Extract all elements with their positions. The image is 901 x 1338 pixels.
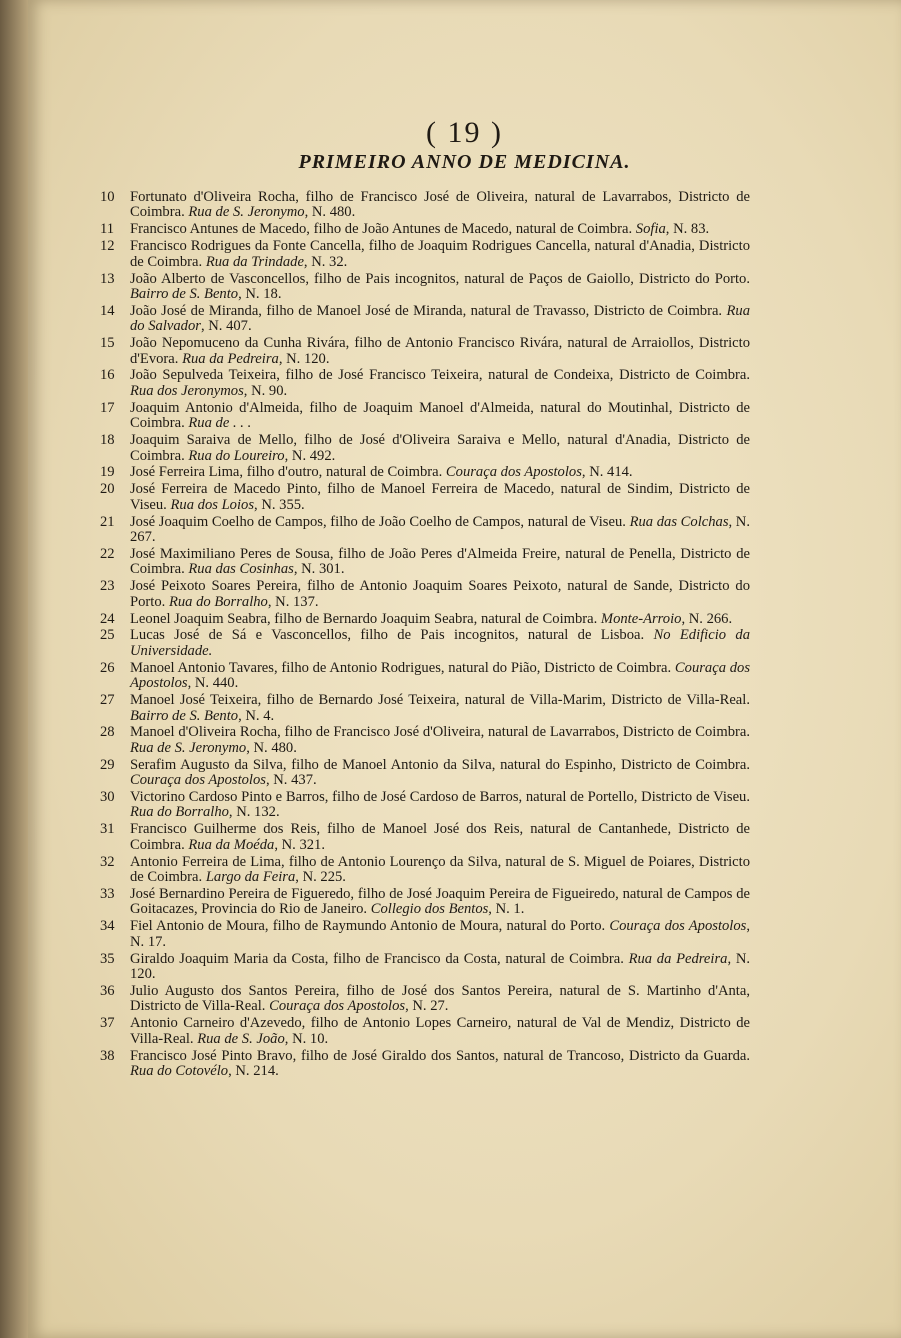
entry-text: Antonio Carneiro d'Azevedo, filho de Antonio Lopes Carneiro, natural de Val de Mendiz, Districto de Villa-Real. [130,1015,750,1047]
entry-text: José Ferreira de Macedo Pinto, filho de Manoel Ferreira de Macedo, natural de Sindim, Districto de Viseu. [130,481,750,513]
entry-number: 22 [100,545,115,562]
list-item [100,222,750,237]
entry-text: Joaquim Saraiva de Mello, filho de José d'Oliveira Saraiva e Mello, natural d'Anadia, Districto de Coimbra. [130,432,750,464]
entry-house-number: , N. 132. [228,804,280,821]
entry-text: Francisco Rodrigues da Fonte Cancella, filho de Joaquim Rodrigues Cancella, natural d'Anadia, Districto de Coimbra. [130,238,750,270]
entry-text: Antonio Ferreira de Lima, filho de Antonio Lourenço da Silva, natural de S. Miguel de Poiares, Districto de Coimbra. [130,853,750,886]
entry-number: 21 [100,513,115,530]
entry-text: Fortunato d'Oliveira Rocha, filho de Francisco José de Oliveira, natural de Lavarrabos, Districto de Coimbra. [130,189,750,221]
entry-house-number: , N. 267. [130,513,750,546]
entry-text: Leonel Joaquim Seabra, filho de Bernardo Joaquim Seabra, natural de Coimbra. [130,610,598,627]
list-item [100,272,750,303]
entry-address: Rua da Trindade [205,253,304,270]
list-item [100,693,750,724]
entry-address: Collegio dos Bentos [370,901,489,918]
entry-text: Francisco José Pinto Bravo, filho de José Giraldo dos Santos, natural de Trancoso, Districto da Guarda. [130,1047,750,1064]
entry-address: Largo da Feira [205,869,296,886]
entry-number: 23 [100,578,115,595]
list-item [100,547,750,578]
list-item [100,465,750,480]
list-item [100,1016,750,1047]
list-item [100,401,750,432]
entry-house-number: , N. 414. [581,464,633,481]
list-item [100,579,750,610]
entry-house-number: , N. 4. [238,707,275,724]
entry-text: José Maximiliano Peres de Sousa, filho de João Peres d'Almeida Freire, natural de Penella, Districto de Coimbra. [130,545,750,578]
list-item [100,515,750,546]
list-item [100,758,750,789]
list-item [100,919,750,950]
entry-text: João Nepomuceno da Cunha Rivára, filho de Antonio Francisco Rivára, natural de Arraiollos, Districto d'Evora. [130,335,750,367]
entry-address: Rua do Cotovélo [130,1062,229,1079]
list-item [100,725,750,756]
entry-text: Lucas José de Sá e Vasconcellos, filho de Pais incognitos, natural de Lisboa. [130,627,645,644]
list-item [100,190,750,221]
entry-number: 15 [100,335,115,352]
entry-text: Julio Augusto dos Santos Pereira, filho de José dos Santos Pereira, natural de S. Martinho d'Anta, Districto de Villa-Real. [130,982,750,1015]
entry-address: Bairro de S. Bento [130,707,239,724]
entry-address: Couraça dos Apostolos [130,772,266,789]
entry-address: Rua dos Jeronymos [130,382,244,399]
entry-address: Rua de S. João [197,1030,285,1047]
entry-address: No Edificio da Universidade. [130,627,750,659]
entry-house-number: , N. 137. [267,593,319,610]
entry-text: Victorino Cardoso Pinto e Barros, filho de José Cardoso de Barros, natural de Portello, Districto de Viseu. [130,789,750,806]
entry-address: Monte-Arroio [600,610,682,627]
entry-text: Fiel Antonio de Moura, filho de Raymundo Antonio de Moura, natural do Porto. [130,918,606,935]
entry-address: Rua das Colchas [629,513,729,530]
entry-number: 25 [100,627,115,644]
list-item [100,368,750,399]
entry-address: Rua da Pedreira [628,950,728,967]
book-page [28,0,901,1338]
entry-house-number: , N. 27. [405,998,449,1015]
list-item [100,1049,750,1080]
entry-house-number: , N. 17. [130,918,750,950]
entry-house-number: , N. 120. [130,950,751,982]
entry-address: Rua das Cosinhas [188,561,294,578]
entry-number: 17 [100,399,115,416]
entry-text: João José de Miranda, filho de Manoel José de Miranda, natural de Travasso, Districto de Coimbra. [130,302,723,319]
entry-house-number: , N. 225. [295,869,346,886]
entry-number: 32 [100,853,115,870]
list-item [100,628,750,659]
entry-number: 33 [100,885,115,902]
entry-house-number: , N. 90. [243,382,288,399]
entry-number: 18 [100,432,115,449]
entry-house-number: , N. 120. [278,350,330,367]
entry-text: José Joaquim Coelho de Campos, filho de João Coelho de Campos, natural de Viseu. [130,513,626,530]
entry-house-number: , N. 214. [228,1062,279,1079]
entry-house-number: , N. 10. [284,1030,329,1047]
entry-number: 38 [100,1047,115,1064]
list-item [100,612,750,627]
entry-number: 29 [100,756,115,773]
entry-house-number: , N. 301. [293,561,345,578]
entry-address: Rua de S. Jeronymo [130,739,247,756]
entry-number: 36 [100,982,115,999]
entry-text: João Sepulveda Teixeira, filho de José Francisco Teixeira, natural de Condeixa, Districto de Coimbra. [130,367,750,384]
entry-text: Francisco Antunes de Macedo, filho de João Antunes de Macedo, natural de Coimbra. [130,221,633,238]
list-item [100,855,750,886]
list-item [100,661,750,692]
entry-text: Manoel José Teixeira, filho de Bernardo José Teixeira, natural de Villa-Marim, Districto de Villa-Real. [130,692,750,709]
entry-text: José Peixoto Soares Pereira, filho de Antonio Joaquim Soares Peixoto, natural de Sande, Districto do Porto. [130,578,750,610]
entry-number: 26 [100,659,115,676]
entry-address: Couraça dos Apostolos [130,659,751,692]
list-item [100,952,750,983]
entry-number: 31 [100,821,115,838]
entry-number: 35 [100,950,115,967]
entry-address: Rua da Moéda [188,836,275,853]
entry-number: 14 [100,302,115,319]
list-item [100,790,750,821]
list-item [100,336,750,367]
entry-address: Rua do Salvador [130,302,750,335]
list-item [100,482,750,513]
entry-address: Rua do Borralho [130,804,229,821]
entry-house-number: , N. 1. [488,901,525,918]
entry-house-number: , N. 18. [238,285,282,302]
entry-text: Serafim Augusto da Silva, filho de Manoel Antonio da Silva, natural do Espinho, Districto de Coimbra. [130,756,750,773]
entry-text: Joaquim Antonio d'Almeida, filho de Joaquim Manoel d'Almeida, natural do Moutinhal, Districto de Coimbra. [130,399,750,432]
entry-address: Rua da Pedreira [182,350,279,367]
entry-address: Rua dos Loios [170,496,255,513]
list-item [100,433,750,464]
entry-number: 16 [100,367,115,384]
entry-text: Manoel d'Oliveira Rocha, filho de Francisco José d'Oliveira, natural de Lavarrabos, Districto de Coimbra. [130,724,750,741]
list-item [100,239,750,270]
entry-number: 37 [100,1015,115,1032]
page-heading: PRIMEIRO ANNO DE MEDICINA. [298,151,631,173]
entry-house-number: , N. 480. [304,204,356,221]
entry-number: 27 [100,692,115,709]
entry-number: 13 [100,270,115,287]
entry-house-number: , N. 321. [274,836,326,853]
entry-address: Couraça dos Apostolos [269,998,406,1015]
entry-address: Couraça dos Apostolos [609,918,747,935]
entry-text: João Alberto de Vasconcellos, filho de Pais incognitos, natural de Paços de Gaiollo, Districto do Porto. [130,270,750,287]
entry-text: Giraldo Joaquim Maria da Costa, filho de Francisco da Costa, natural de Coimbra. [130,950,624,967]
entry-text: Manoel Antonio Tavares, filho de Antonio Rodrigues, natural do Pião, Districto de Coimbra. [130,659,672,676]
entry-text: Francisco Guilherme dos Reis, filho de Manoel José dos Reis, natural de Cantanhede, Districto de Coimbra. [130,821,750,853]
entry-number: 34 [100,918,115,935]
entry-house-number: , N. 355. [254,496,305,513]
student-list [100,190,750,1081]
entry-address: Couraça dos Apostolos [445,464,582,481]
entry-address: Rua do Loureiro [188,447,285,464]
entry-number: 12 [100,238,115,255]
book-gutter [0,0,28,1338]
page-number: ( 19 ) [426,116,503,149]
entry-number: 10 [100,189,115,205]
entry-house-number: , N. 437. [265,772,317,789]
entry-house-number: , N. 480. [246,739,297,756]
entry-house-number: , N. 407. [200,318,252,335]
entry-number: 28 [100,724,115,741]
entry-number: 20 [100,481,115,498]
entry-number: 19 [100,464,115,481]
entry-number: 30 [100,789,115,806]
entry-house-number: , N. 266. [681,610,733,627]
entry-text: José Ferreira Lima, filho d'outro, natural de Coimbra. [130,464,443,481]
entry-text: José Bernardino Pereira de Figueredo, filho de José Joaquim Pereira de Figueiredo, natural de Campos de Goitacazes, Provincia do Rio de Janeiro. [130,885,750,918]
entry-address: Rua do Borralho [168,593,268,610]
entry-address: Rua de . . . [188,415,252,432]
entry-house-number: , N. 492. [284,447,336,464]
list-item [100,887,750,918]
entry-number: 11 [100,221,115,238]
list-item [100,822,750,853]
entry-house-number: , N. 83. [665,221,710,238]
entry-house-number: , N. 32. [303,253,348,270]
entry-house-number: , N. 440. [187,675,239,692]
entry-address: Sofia [635,221,666,238]
entry-address: Bairro de S. Bento [130,285,239,302]
list-item [100,304,750,335]
entry-number: 24 [100,610,115,627]
list-item [100,984,750,1015]
entry-address: Rua de S. Jeronymo [188,204,305,221]
